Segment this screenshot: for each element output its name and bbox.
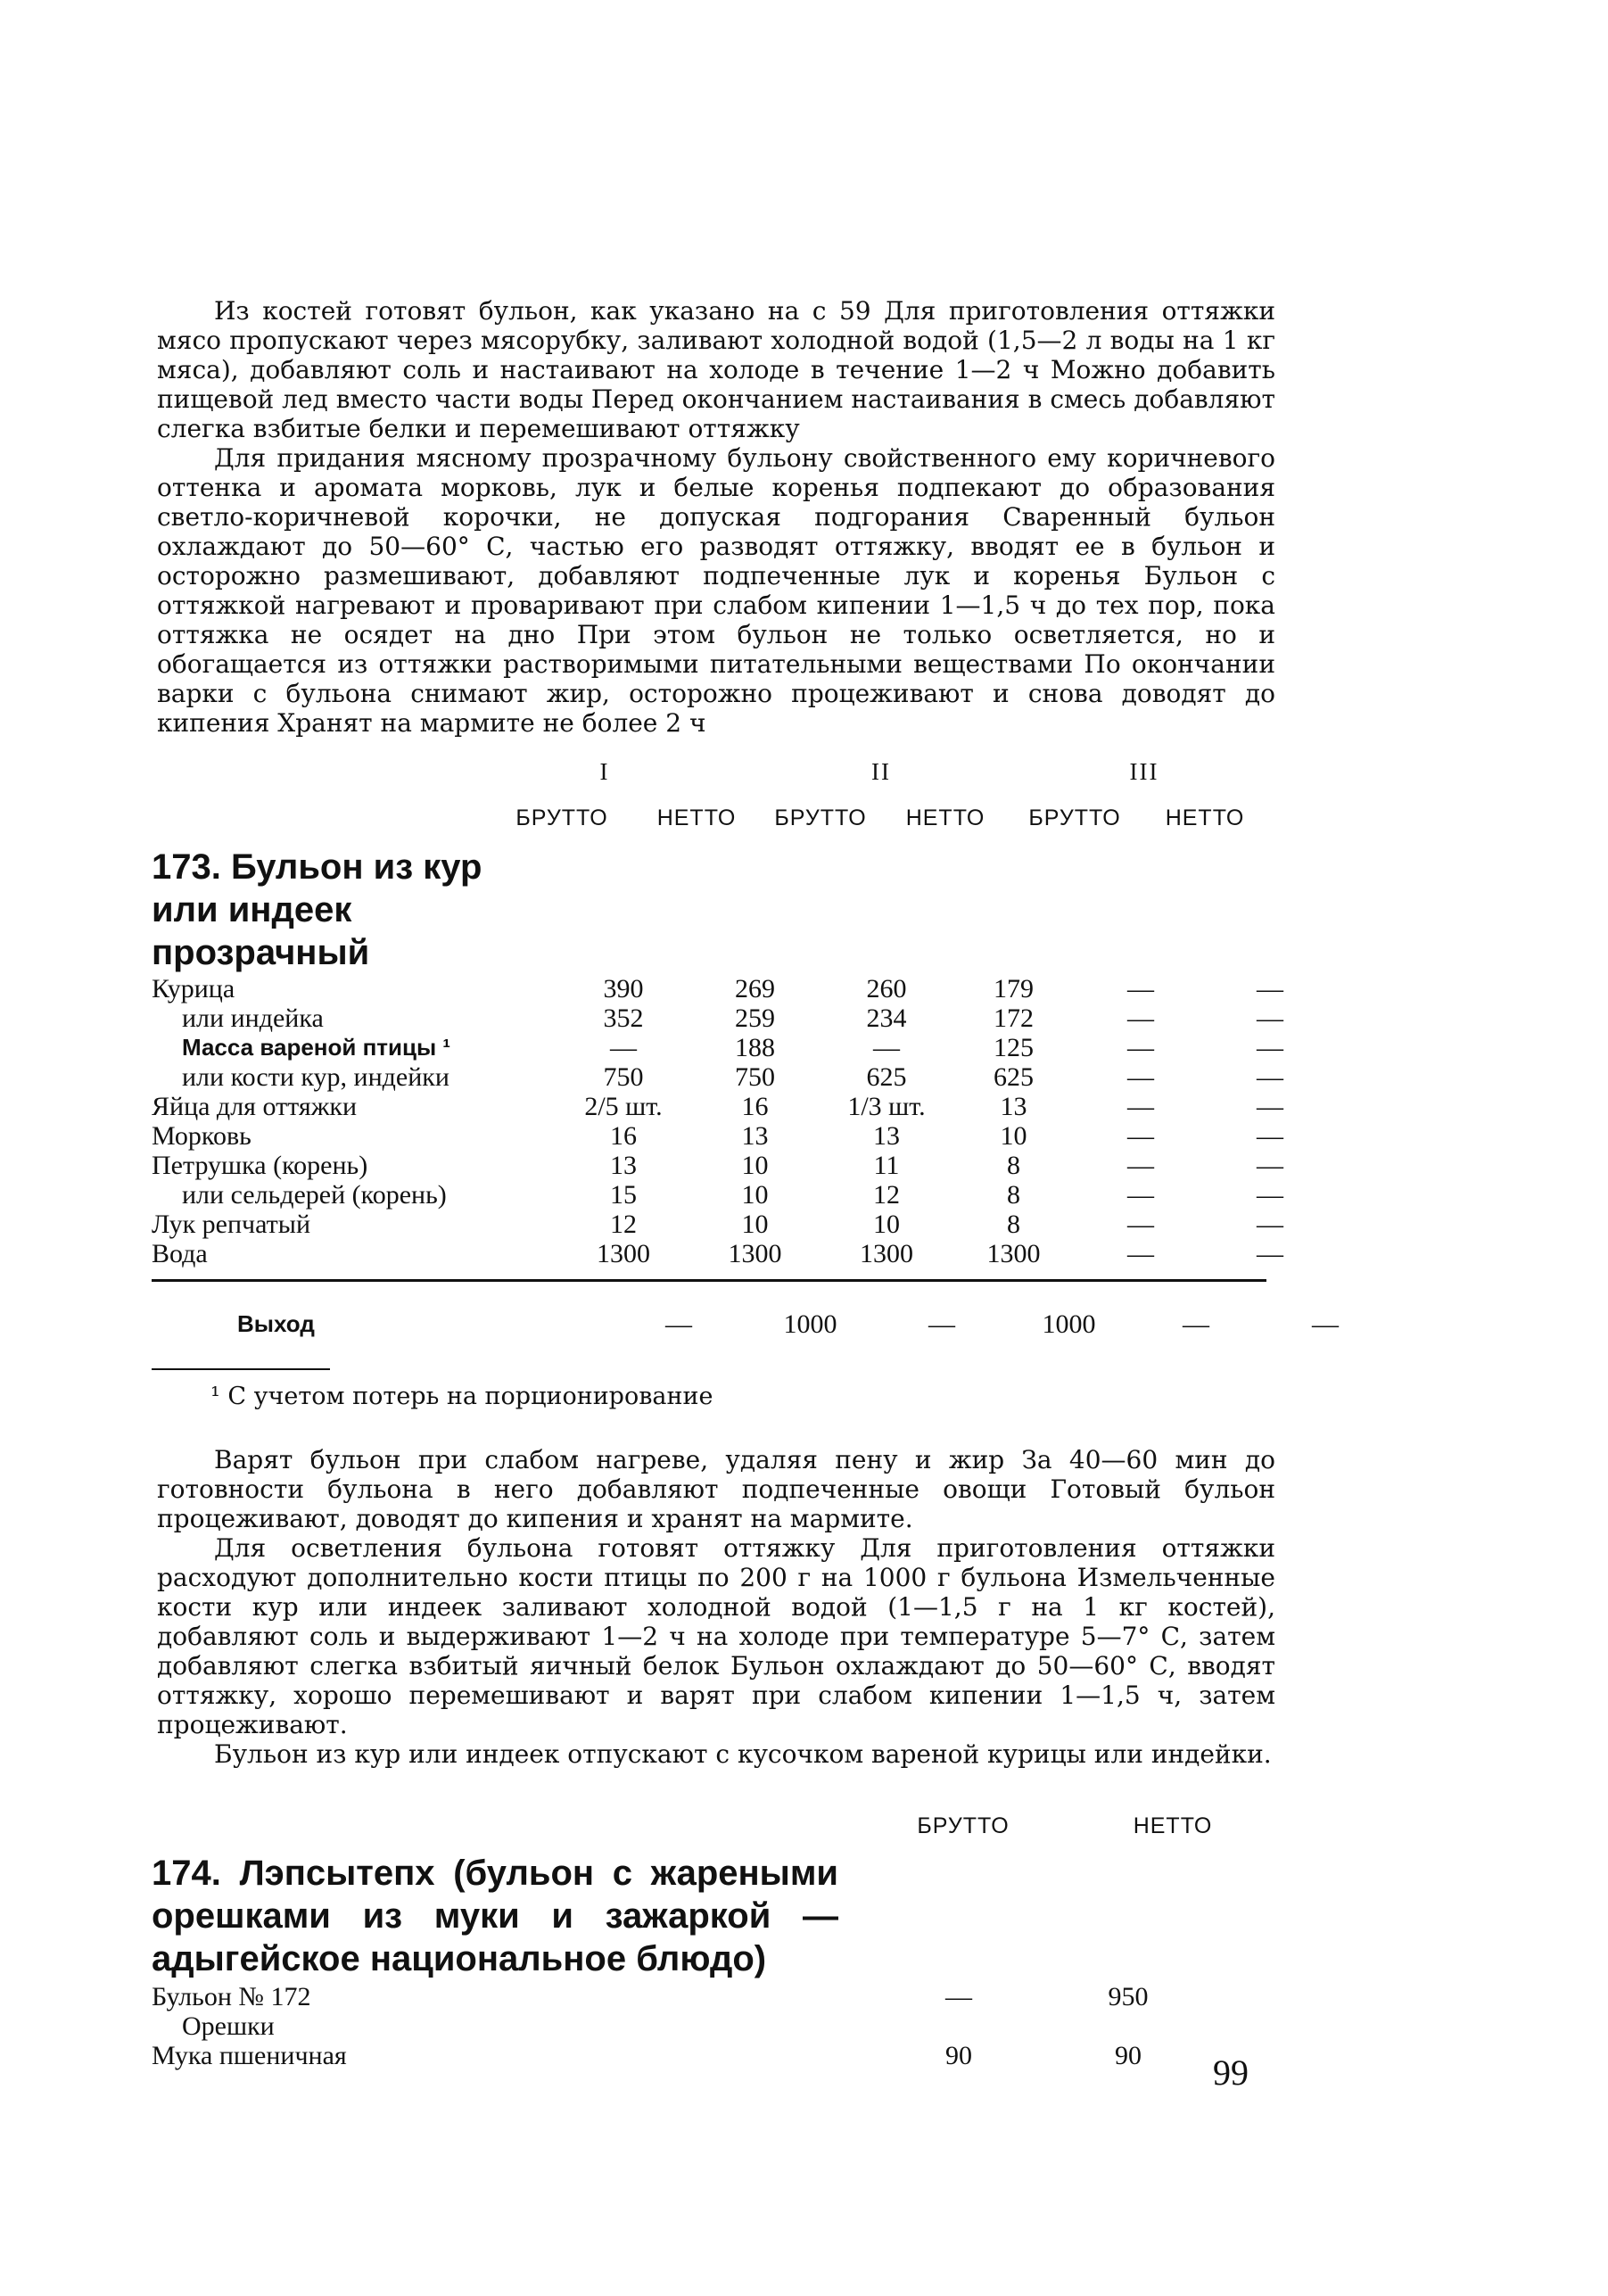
col-header-netto-3: НЕТТО [1165, 805, 1245, 830]
footnote: ¹ С учетом потерь на порционирование [210, 1383, 713, 1410]
cell-value: 234 [866, 1003, 907, 1033]
table-row [152, 1982, 1240, 2011]
cell-value: — [1127, 1239, 1154, 1268]
cell-value: 390 [603, 974, 644, 1003]
intro-paragraph: Из костей готовят бульон, как указано на с 59 Для приготовления оттяжки мясо пропускают через мясорубку, заливают холодной водой (1,5—2 л воды на 1 кг мяса), добавляют соль и настаивают на холоде в течение 1—2 ч Можно добавить пищевой лед вместо части воды Перед окончанием настаивания в смесь добавляют слегка взбитые белки и перемешивают оттяжку [157, 296, 1275, 443]
cell-value: 625 [866, 1062, 907, 1092]
table-row [152, 2011, 1240, 2041]
cell-value: 1300 [728, 1239, 782, 1268]
cell-value: — [610, 1033, 637, 1062]
cell-value: — [1257, 1180, 1283, 1210]
cell-value: 1300 [860, 1239, 913, 1268]
instruction-paragraph: Варят бульон при слабом нагреве, удаляя пену и жир За 40—60 мин до готовности бульона в него добавляют подпеченные овощи Готовый бульон процеживают, доводят до кипения и хранят на мармите. [157, 1445, 1275, 1533]
recipe-174-title: 174. Лэпсытепх (бульон с жареными орешками из муки и зажаркой — адыгейское национальное блюдо) [152, 1854, 838, 1978]
ingredient-name: Курица [152, 974, 235, 1003]
instruction-paragraph: Для осветления бульона готовят оттяжку Для приготовления оттяжки расходуют дополнительно кости птицы по 200 г на 1000 г бульона Измельченные кости кур или индеек заливают холодной водой (1—1,5 г на 1 кг костей), добавляют соль и выдерживают 1—2 ч на холоде при температуре 5—7° С, затем добавляют слегка взбитый яичный белок Бульон охлаждают до 50—60° С, вводят оттяжку, хорошо перемешивают и варят при слабом кипении 1—1,5 ч, затем процеживают. [157, 1533, 1275, 1739]
cell-value: 8 [1007, 1151, 1020, 1180]
cell-value: 10 [1000, 1121, 1027, 1151]
cell-value: 13 [873, 1121, 900, 1151]
col-header-netto-1: НЕТТО [656, 805, 737, 830]
cell-value: — [1127, 1033, 1154, 1062]
cell-value: 13 [741, 1121, 769, 1151]
cell-value: 172 [994, 1003, 1034, 1033]
recipe-173-yield [152, 1309, 1388, 1339]
recipe-173-title: 173. Бульон из кур или индеек прозрачный [152, 847, 482, 972]
cell-value: 10 [741, 1151, 769, 1180]
yield-row [152, 1309, 1388, 1339]
cell-value: 1300 [986, 1239, 1041, 1268]
cell-value: 2/5 шт. [584, 1092, 663, 1121]
cell-value: 15 [610, 1180, 637, 1210]
cell-value: 750 [735, 1062, 775, 1092]
cell-value: 13 [610, 1151, 637, 1180]
cell-value: — [1257, 974, 1283, 1003]
cell-value: — [928, 1309, 955, 1339]
intro-text [157, 296, 1275, 738]
table-row [152, 1121, 1332, 1151]
cell-value: 950 [1108, 1982, 1149, 2011]
ingredient-name: Петрушка (корень) [152, 1151, 368, 1180]
table-row [152, 1003, 1332, 1033]
instruction-paragraph: Бульон из кур или индеек отпускают с кусочком вареной курицы или индейки. [214, 1739, 1272, 1769]
cell-value: 16 [610, 1121, 637, 1151]
footnote-rule [152, 1368, 330, 1370]
table-row [152, 2041, 1240, 2070]
cell-value: — [1257, 1033, 1283, 1062]
page-number: 99 [1213, 2052, 1249, 2093]
ingredient-name: Бульон № 172 [152, 1982, 311, 2011]
ingredient-name: Орешки [182, 2011, 275, 2041]
table-divider [152, 1279, 1266, 1282]
cell-value: — [1183, 1309, 1209, 1339]
cell-value: 16 [741, 1092, 769, 1121]
cell-value: — [1127, 974, 1154, 1003]
cell-value: — [1127, 1210, 1154, 1239]
cell-value: — [1127, 1003, 1154, 1033]
cell-value: 259 [735, 1003, 775, 1033]
cell-value: — [1127, 1121, 1154, 1151]
cell-value: 1000 [1042, 1309, 1096, 1339]
cell-value: 1/3 шт. [847, 1092, 926, 1121]
ingredient-name: или индейка [182, 1003, 324, 1033]
recipe-174-table [152, 1982, 1240, 2070]
group-header-2: II [871, 758, 891, 785]
cell-value: 625 [994, 1062, 1034, 1092]
cell-value: 260 [866, 974, 907, 1003]
table-row [152, 1062, 1332, 1092]
col-header-brutto: БРУТТО [917, 1813, 1010, 1838]
cell-value: — [1257, 1151, 1283, 1180]
cell-value: 750 [603, 1062, 644, 1092]
cell-value: — [1127, 1092, 1154, 1121]
group-header-3: III [1129, 758, 1159, 785]
ingredient-name: Морковь [152, 1121, 252, 1151]
cell-value: — [1257, 1092, 1283, 1121]
recipe-173-table [152, 974, 1332, 1268]
ingredient-name: Вода [152, 1239, 208, 1268]
cell-value: 125 [994, 1033, 1034, 1062]
cell-value: — [1257, 1003, 1283, 1033]
cell-value: 90 [1115, 2041, 1142, 2070]
cell-value: 90 [945, 2041, 972, 2070]
cell-value: 11 [873, 1151, 900, 1180]
ingredient-name: Мука пшеничная [152, 2041, 347, 2070]
cell-value: 10 [741, 1210, 769, 1239]
col-header-brutto-2: БРУТТО [774, 805, 867, 830]
table-row [152, 1033, 1332, 1062]
col-header-brutto-3: БРУТТО [1028, 805, 1121, 830]
cell-value: — [1127, 1180, 1154, 1210]
cell-value [901, 2011, 1017, 2041]
cell-value: 13 [1000, 1092, 1027, 1121]
ingredient-name: или сельдерей (корень) [182, 1180, 447, 1210]
cell-value: — [1257, 1239, 1283, 1268]
cell-value: — [665, 1309, 692, 1339]
cell-value: — [1257, 1121, 1283, 1151]
cell-value: — [1312, 1309, 1339, 1339]
cell-value: 1000 [783, 1309, 837, 1339]
table-row [152, 1151, 1332, 1180]
ingredient-name: Лук репчатый [152, 1210, 310, 1239]
cell-value: — [873, 1033, 900, 1062]
table-row [152, 1239, 1332, 1268]
ingredient-name: или кости кур, индейки [182, 1062, 449, 1092]
ingredient-name: Яйца для оттяжки [152, 1092, 358, 1121]
cell-value: — [1127, 1151, 1154, 1180]
cell-value: 12 [610, 1210, 637, 1239]
cell-value: 269 [735, 974, 775, 1003]
col-header-netto-2: НЕТТО [905, 805, 985, 830]
cell-value: 188 [735, 1033, 775, 1062]
cell-value: 352 [603, 1003, 644, 1033]
cell-value: — [1257, 1210, 1283, 1239]
cell-value: 8 [1007, 1210, 1020, 1239]
cell-value: — [1127, 1062, 1154, 1092]
col-header-netto: НЕТТО [1133, 1813, 1213, 1838]
cell-value: 10 [873, 1210, 900, 1239]
cell-value: 8 [1007, 1180, 1020, 1210]
cell-value: 10 [741, 1180, 769, 1210]
ingredient-name: Масса вареной птицы ¹ [182, 1034, 451, 1061]
cell-value [1017, 2011, 1240, 2041]
group-header-1: I [599, 758, 610, 785]
table-row [152, 1180, 1332, 1210]
table-row [152, 1210, 1332, 1239]
recipe-173-instructions [157, 1445, 1275, 1769]
yield-label: Выход [237, 1310, 315, 1337]
cell-value: 12 [873, 1180, 900, 1210]
cell-value: 179 [994, 974, 1034, 1003]
table-row [152, 974, 1332, 1003]
intro-paragraph: Для придания мясному прозрачному бульону свойственного ему коричневого оттенка и аромата морковь, лук и белые коренья подпекают до образования светло-коричневой корочки, не допуская подгорания Сваренный бульон охлаждают до 50—60° С, частью его разводят оттяжку, вводят ее в бульон и осторожно размешивают, добавляют подпеченные лук и коренья Бульон с оттяжкой нагревают и проваривают при слабом кипении 1—1,5 ч до тех пор, пока оттяжка не осядет на дно При этом бульон не только осветляется, но и обогащается из оттяжки растворимыми питательными веществами По окончании варки с бульона снимают жир, осторожно процеживают и снова доводят до кипения Хранят на мармите не более 2 ч [157, 443, 1275, 738]
cell-value: — [945, 1982, 972, 2011]
table-row [152, 1092, 1332, 1121]
col-header-brutto-1: БРУТТО [515, 805, 608, 830]
cell-value: — [1257, 1062, 1283, 1092]
cell-value: 1300 [597, 1239, 650, 1268]
